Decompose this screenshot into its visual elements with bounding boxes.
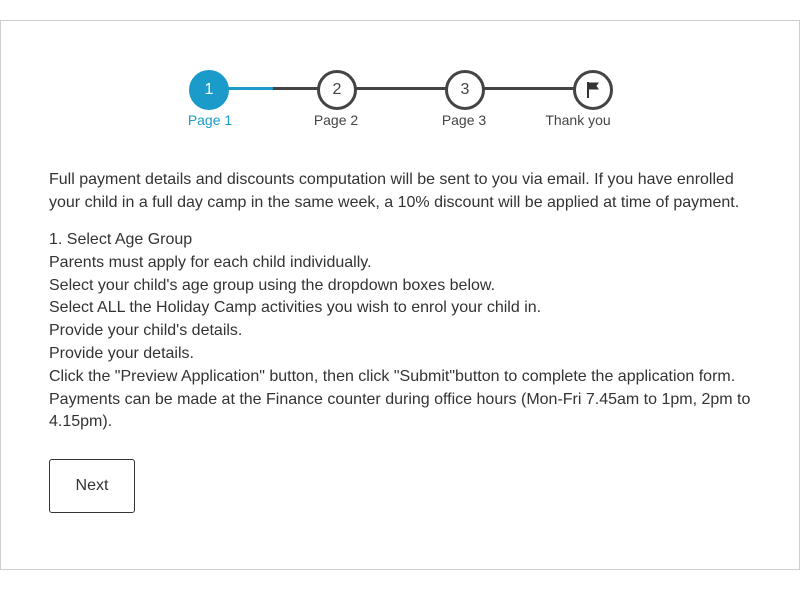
instruction-item: Provide your details.: [49, 344, 194, 362]
next-button[interactable]: Next: [49, 459, 135, 513]
progress-stepper: [1, 21, 799, 141]
instruction-item: 1. Select Age Group: [49, 231, 193, 248]
instruction-item: Select your child's age group using the dropdown boxes below.: [49, 276, 496, 294]
instruction-item: Select ALL the Holiday Camp activities you wish to enrol your child in.: [49, 299, 542, 317]
step-2-circle: [317, 70, 357, 110]
step-4-circle: [573, 70, 613, 110]
step-3-label: Page 3: [441, 112, 487, 128]
step-3-circle: [445, 70, 485, 110]
instructions-list: [49, 229, 769, 434]
step-1-circle: [189, 70, 229, 110]
step-3-number: 3: [460, 81, 470, 98]
instruction-item: Payments can be made at the Finance counter during office hours (Mon-Fri 7.45am to 1pm, 2pm to 4.15pm).: [49, 390, 751, 431]
flag-icon: [585, 81, 601, 99]
stepper-track-3-4: [483, 87, 575, 90]
payment-info-text: Full payment details and discounts computation will be sent to you via email. If you have enrolled your child in a full day camp in the same week, a 10% discount will be applied at time of payment.: [49, 171, 740, 211]
step-4-label: Thank you: [545, 112, 611, 128]
step-2-label: Page 2: [313, 112, 359, 128]
step-2-number: 2: [332, 81, 342, 98]
stepper-track-2-3: [355, 87, 447, 90]
stepper-track-1-2-remaining: [273, 87, 319, 90]
step-1-number: 1: [204, 81, 214, 98]
instruction-item: Parents must apply for each child individually.: [49, 253, 372, 271]
stepper-track-1-2: [227, 87, 273, 90]
instruction-item: Click the "Preview Application" button, then click "Submit"button to complete the application form.: [49, 367, 736, 385]
instruction-item: Provide your child's details.: [49, 322, 243, 340]
step-1-label: Page 1: [187, 112, 233, 128]
form-panel: [0, 20, 800, 570]
